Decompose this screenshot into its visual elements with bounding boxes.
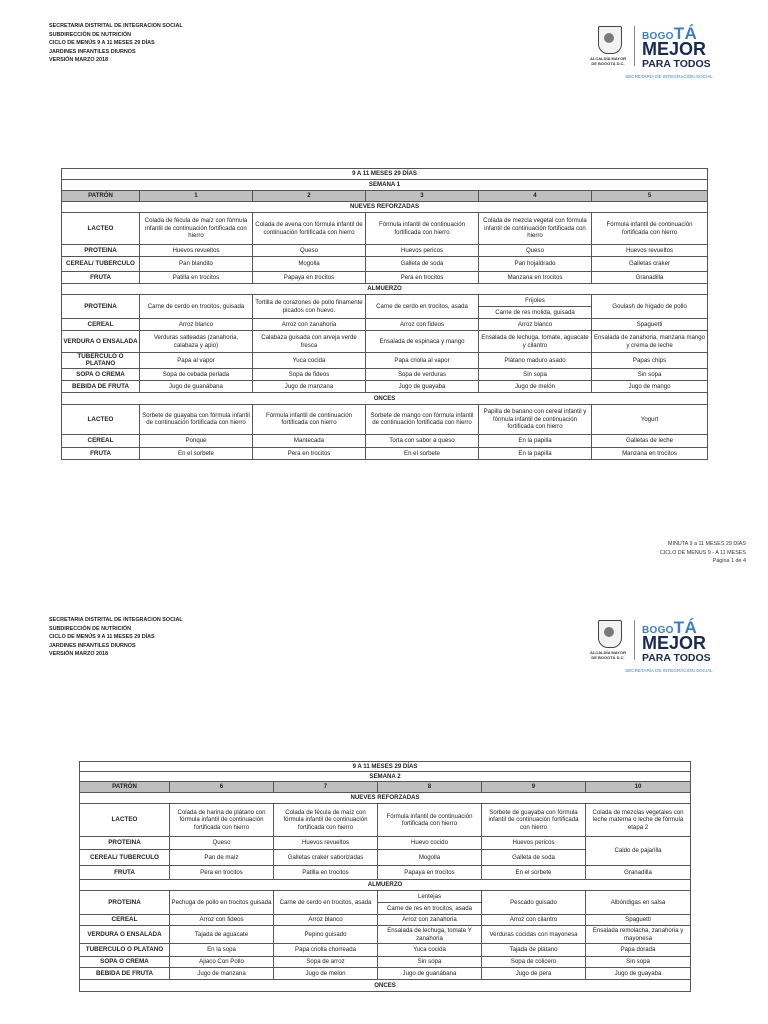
- menu-cell: Queso: [170, 837, 274, 850]
- menu-cell: Arroz blanco: [140, 319, 253, 331]
- menu-cell: Albóndigas en salsa: [586, 891, 691, 915]
- menu-cell: Arroz con fideos: [170, 915, 274, 926]
- menu-cell: Papaya en trocitos: [378, 866, 482, 880]
- menu-cell: En el sorbete: [366, 447, 479, 459]
- logo-divider: [634, 26, 635, 66]
- section-title: ALMUERZO: [62, 284, 708, 295]
- menu-cell: Goulash de hígado de pollo: [592, 295, 708, 319]
- secretaria-text: SECRETARÍA DE INTEGRACIÓN SOCIAL: [625, 74, 713, 79]
- menu-cell: Huevos pericos: [482, 837, 586, 850]
- menu-cell: Jugo de melón: [479, 380, 592, 392]
- menu-cell: Caldo de pajarilla: [586, 837, 691, 866]
- row-label: FRUTA: [80, 866, 170, 880]
- menu-cell: Fórmula infantil de continuación fortificada con hierro: [253, 404, 366, 434]
- menu-cell: Carne de cerdo en trocitos, asada: [366, 295, 479, 319]
- menu-cell: Queso: [479, 245, 592, 257]
- row-label: PROTEINA: [62, 245, 140, 257]
- row-label: SOPA O CREMA: [80, 957, 170, 968]
- menu-cell: Sopa de fideos: [253, 368, 366, 380]
- header-line: SUBDIRECCIÓN DE NUTRICIÓN: [49, 625, 132, 632]
- menu-cell: Arroz blanco: [274, 915, 378, 926]
- menu-cell: Sin sopa: [479, 368, 592, 380]
- menu-table-week-2: [79, 761, 691, 992]
- week-title: SEMANA 2: [80, 772, 691, 782]
- menu-cell: Sopa de arroz: [274, 957, 378, 968]
- header-line: SECRETARIA DISTRITAL DE INTEGRACION SOCIAL: [49, 617, 183, 623]
- menu-cell: Huevos revueltos: [592, 245, 708, 257]
- logo-divider: [634, 620, 635, 660]
- section-title: ONCES: [80, 980, 691, 992]
- menu-cell: Sopa de verduras: [366, 368, 479, 380]
- row-label: CEREAL: [80, 915, 170, 926]
- day-header: 1: [140, 191, 253, 202]
- day-header: 3: [366, 191, 479, 202]
- menu-cell: Yuca cocida: [253, 353, 366, 369]
- menu-cell: Mogolla: [378, 850, 482, 866]
- menu-cell: Huevo cocido: [378, 837, 482, 850]
- menu-cell: Patilla en trocitos: [274, 866, 378, 880]
- menu-cell: Ajiaco Con Pollo: [170, 957, 274, 968]
- header-line: CICLO DE MENÚS 9 A 11 MESES 29 DÍAS: [49, 40, 155, 47]
- document-header: [49, 616, 183, 659]
- menu-cell: Colada de mezclas vegetales con leche materna o leche de fórmula etapa 2: [586, 804, 691, 837]
- menu-cell: Jugo de guayaba: [586, 968, 691, 980]
- row-label: BEBIDA DE FRUTA: [62, 380, 140, 392]
- day-header: 5: [592, 191, 708, 202]
- menu-cell: Colada de harina de plátano con fórmula infantil de continuación fortificada con hierro: [170, 804, 274, 837]
- row-label: CEREAL: [62, 319, 140, 331]
- menu-cell: Carne de res en trocitos, asada: [378, 903, 482, 915]
- menu-cell: Spaguetti: [592, 319, 708, 331]
- day-header: 10: [586, 782, 691, 793]
- menu-cell: En la papilla: [479, 434, 592, 447]
- menu-cell: Carne de cerdo en trocitos, guisada: [140, 295, 253, 319]
- row-label: FRUTA: [62, 272, 140, 284]
- mejor-wordmark: MEJOR: [642, 39, 707, 59]
- menu-cell: Galleta de soda: [366, 257, 479, 272]
- document-header: [49, 22, 183, 65]
- menu-cell: Galletas de leche: [592, 434, 708, 447]
- menu-cell: Huevos revueltos: [274, 837, 378, 850]
- menu-cell: Colada de mezcla vegetal con fórmula infantil de continuación fortificada con hierro: [479, 213, 592, 245]
- menu-cell: Arroz con zanahoria: [378, 915, 482, 926]
- footer-line: Página 1 de 4: [712, 558, 746, 565]
- menu-cell: Pescado guisado: [482, 891, 586, 915]
- header-line: VERSIÓN MARZO 2018: [49, 651, 109, 658]
- menu-cell: Jugo de guanábana: [378, 968, 482, 980]
- menu-cell: Arroz con zanahoria: [253, 319, 366, 331]
- header-line: SUBDIRECCIÓN DE NUTRICIÓN: [49, 31, 132, 38]
- menu-cell: Pechuga de pollo en trocitos guisada: [170, 891, 274, 915]
- header-line: JARDINES INFANTILES DIURNOS: [49, 642, 136, 649]
- bogota-logo: [590, 618, 726, 674]
- menu-cell: Colada de avena con fórmula infantil de continuación fortificada con hierro: [253, 213, 366, 245]
- menu-cell: Mogolla: [253, 257, 366, 272]
- day-header: 9: [482, 782, 586, 793]
- menu-cell: Verduras cocidas con mayonesa: [482, 926, 586, 944]
- day-header: 6: [170, 782, 274, 793]
- menu-cell: Pera en trocitos: [366, 272, 479, 284]
- menu-cell: Sin sopa: [586, 957, 691, 968]
- row-label: TUBERCULO O PLATANO: [62, 353, 140, 369]
- header-line: SECRETARIA DISTRITAL DE INTEGRACION SOCIAL: [49, 23, 183, 29]
- menu-cell: Galleta de soda: [482, 850, 586, 866]
- menu-cell: Fórmula infantil de continuación fortificada con hierro: [378, 804, 482, 837]
- section-title: ALMUERZO: [80, 880, 691, 891]
- row-label: CEREAL/ TUBERCULO: [80, 850, 170, 866]
- row-label: LACTEO: [62, 213, 140, 245]
- row-label: CEREAL/ TUBERCULO: [62, 257, 140, 272]
- menu-cell: Sopa de cebada perlada: [140, 368, 253, 380]
- menu-cell: Papilla de banano con cereal infantil y fórmula infantil de continuación fortificada con hierro: [479, 404, 592, 434]
- row-label: PROTEINA: [62, 295, 140, 319]
- menu-cell: Jugo de manzana: [253, 380, 366, 392]
- menu-cell: Patilla en trocitos: [140, 272, 253, 284]
- menu-cell: Sorbete de mango con fórmula infantil de continuación fortificada con hierro: [366, 404, 479, 434]
- coat-of-arms-icon: [598, 26, 622, 54]
- row-label: CEREAL: [62, 434, 140, 447]
- row-label: TUBERCULO O PLATANO: [80, 944, 170, 957]
- menu-cell: En el sorbete: [140, 447, 253, 459]
- patron-header: PATRÓN: [62, 191, 140, 202]
- menu-cell: Jugo de melon: [274, 968, 378, 980]
- menu-cell: En el sorbete: [482, 866, 586, 880]
- row-label: PROTEINA: [80, 837, 170, 850]
- menu-cell: Frijoles: [479, 295, 592, 307]
- menu-cell: Ponque: [140, 434, 253, 447]
- patron-header: PATRÓN: [80, 782, 170, 793]
- menu-cell: Yuca cocida: [378, 944, 482, 957]
- menu-cell: Fórmula infantil de continuación fortificada con hierro: [592, 213, 708, 245]
- menu-cell: Verduras salteadas (zanahoria, calabaza y apio): [140, 331, 253, 353]
- row-label: FRUTA: [62, 447, 140, 459]
- bogota-wordmark: BOGOTÁ: [642, 24, 698, 43]
- footer-line: MINUTA 9 a 11 MESES 29 DÍAS: [668, 541, 746, 547]
- day-header: 4: [479, 191, 592, 202]
- row-label: LACTEO: [80, 804, 170, 837]
- menu-cell: Queso: [253, 245, 366, 257]
- menu-cell: Sin sopa: [592, 368, 708, 380]
- row-label: SOPA O CREMA: [62, 368, 140, 380]
- menu-cell: En la papilla: [479, 447, 592, 459]
- bogota-wordmark: BOGOTÁ: [642, 618, 698, 637]
- menu-cell: Sin sopa: [378, 957, 482, 968]
- day-header: 8: [378, 782, 482, 793]
- menu-cell: Yogurt: [592, 404, 708, 434]
- menu-cell: Sorbete de guayaba con fórmula infantil de continuación fortificada con hierro: [482, 804, 586, 837]
- menu-cell: Manzana en trocitos: [592, 447, 708, 459]
- menu-cell: Arroz con cilantro: [482, 915, 586, 926]
- section-title: ONCES: [62, 392, 708, 404]
- week-title: SEMANA 1: [62, 180, 708, 191]
- menu-cell: Ensalada de lechuga, tomate, aguacate y cilantro: [479, 331, 592, 353]
- alcaldia-text: ALCALDÍA MAYOR DE BOGOTÁ D.C.: [590, 56, 626, 66]
- menu-cell: Arroz con fideos: [366, 319, 479, 331]
- para-todos-wordmark: PARA TODOS: [642, 58, 711, 70]
- menu-cell: Tajada de aguacate: [170, 926, 274, 944]
- menu-cell: Torta con sabor a queso: [366, 434, 479, 447]
- header-line: CICLO DE MENÚS 9 A 11 MESES 29 DÍAS: [49, 634, 155, 641]
- day-header: 7: [274, 782, 378, 793]
- menu-cell: Calabaza guisada con arveja verde fresca: [253, 331, 366, 353]
- menu-cell: Tortilla de corazones de pollo finamente picados con huevo.: [253, 295, 366, 319]
- menu-cell: Galletas craker saborizadas: [274, 850, 378, 866]
- menu-cell: Tajada de plátano: [482, 944, 586, 957]
- menu-cell: Papas chips: [592, 353, 708, 369]
- menu-table-week-1: [61, 168, 708, 460]
- row-label: LACTEO: [62, 404, 140, 434]
- menu-cell: Huevos revueltos: [140, 245, 253, 257]
- menu-cell: Manzana en trocitos: [479, 272, 592, 284]
- menu-cell: Sorbete de guayaba con fórmula infantil de continuación fortificada con hierro: [140, 404, 253, 434]
- alcaldia-text: ALCALDÍA MAYOR DE BOGOTÁ D.C.: [590, 650, 626, 660]
- table-title: 9 A 11 MESES 29 DÍAS: [62, 169, 708, 180]
- menu-cell: Pepino guisado: [274, 926, 378, 944]
- menu-cell: Granadilla: [586, 866, 691, 880]
- menu-cell: Pan de maíz: [170, 850, 274, 866]
- menu-cell: Colada de fécula de maíz con fórmula infantil de continuación fortificada con hierro: [274, 804, 378, 837]
- menu-cell: Carne de cerdo en trocitos, asada: [274, 891, 378, 915]
- secretaria-text: SECRETARÍA DE INTEGRACIÓN SOCIAL: [625, 668, 713, 673]
- menu-cell: Ensalada de zanahoria, manzana mango y crema de leche: [592, 331, 708, 353]
- table-title: 9 A 11 MESES 29 DÍAS: [80, 762, 691, 772]
- section-title: NUEVES REFORZADAS: [62, 202, 708, 213]
- menu-cell: Plátano maduro asado: [479, 353, 592, 369]
- day-header: 2: [253, 191, 366, 202]
- menu-cell: Jugo de guayaba: [366, 380, 479, 392]
- page-2: [0, 594, 768, 1024]
- menu-cell: Huevos pericos: [366, 245, 479, 257]
- page-footer: [560, 540, 746, 566]
- menu-cell: Carne de res molida, guisada: [479, 307, 592, 319]
- menu-cell: Ensalada remolacha, zanahoria y mayonesa: [586, 926, 691, 944]
- menu-cell: Pera en trocitos: [170, 866, 274, 880]
- menu-cell: Pera en trocitos: [253, 447, 366, 459]
- menu-cell: Jugo de guanábana: [140, 380, 253, 392]
- menu-cell: Pan blandito: [140, 257, 253, 272]
- row-label: BEBIDA DE FRUTA: [80, 968, 170, 980]
- row-label: VERDURA O ENSALADA: [62, 331, 140, 353]
- mejor-wordmark: MEJOR: [642, 633, 707, 653]
- menu-cell: Papaya en trocitos: [253, 272, 366, 284]
- menu-cell: Granadilla: [592, 272, 708, 284]
- coat-of-arms-icon: [598, 620, 622, 648]
- menu-cell: Pan hojaldrado: [479, 257, 592, 272]
- menu-cell: Jugo de pera: [482, 968, 586, 980]
- menu-cell: Spaguetti: [586, 915, 691, 926]
- row-label: VERDURA O ENSALADA: [80, 926, 170, 944]
- menu-cell: Jugo de mango: [592, 380, 708, 392]
- menu-cell: Papa al vapor: [140, 353, 253, 369]
- menu-cell: Galletas craker: [592, 257, 708, 272]
- bogota-logo: [590, 24, 726, 80]
- menu-cell: Papa criolla chorreada: [274, 944, 378, 957]
- menu-cell: Jugo de manzana: [170, 968, 274, 980]
- menu-cell: Sopa de colicero: [482, 957, 586, 968]
- para-todos-wordmark: PARA TODOS: [642, 652, 711, 664]
- menu-cell: Colada de fécula de maíz con fórmula infantil de continuación fortificada con hierro: [140, 213, 253, 245]
- menu-cell: En la sopa: [170, 944, 274, 957]
- header-line: JARDINES INFANTILES DIURNOS: [49, 48, 136, 55]
- footer-line: CICLO DE MENUS 9 - A 11 MESES: [659, 549, 746, 556]
- menu-cell: Ensalada de espinaca y mango: [366, 331, 479, 353]
- header-line: VERSIÓN MARZO 2018: [49, 57, 109, 64]
- menu-cell: Papa criolla al vapor: [366, 353, 479, 369]
- row-label: PROTEINA: [80, 891, 170, 915]
- menu-cell: Ensalada de lechuga, tomate Y zanahoria: [378, 926, 482, 944]
- section-title: NUEVES REFORZADAS: [80, 793, 691, 804]
- menu-cell: Lentejas: [378, 891, 482, 903]
- menu-cell: Arroz blanco: [479, 319, 592, 331]
- menu-cell: Papa dorada: [586, 944, 691, 957]
- menu-cell: Mantecada: [253, 434, 366, 447]
- menu-cell: Fórmula infantil de continuación fortificada con hierro: [366, 213, 479, 245]
